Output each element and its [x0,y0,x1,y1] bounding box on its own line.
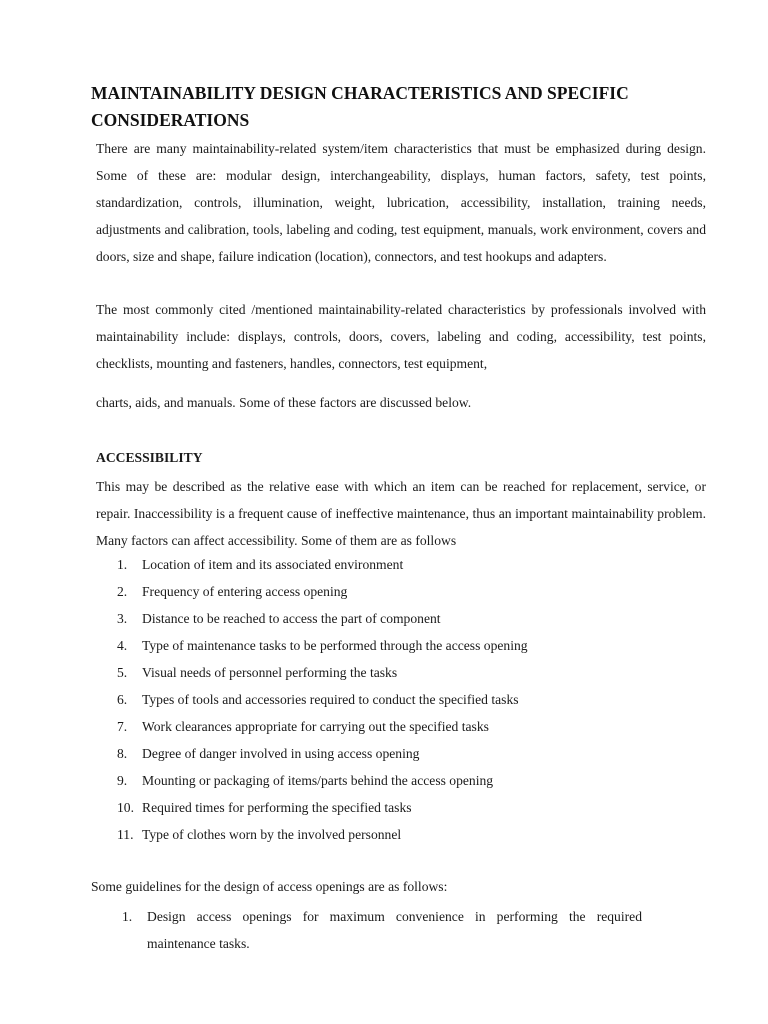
accessibility-heading: ACCESSIBILITY [96,450,203,465]
list-item-text: Types of tools and accessories required to conduct the specified tasks [142,692,519,707]
intro-paragraph-2-end: charts, aids, and manuals. Some of these factors are discussed below. [96,395,472,410]
intro-paragraph-2: The most commonly cited /mentioned maintainability-related characteristics by professionals involved with maintainability include: displays, controls, doors, covers, labeling and coding, accessibility, test points, checklists, mounting and fasteners, handles, connectors, test equipment, [96,302,706,371]
list-item-text: Location of item and its associated environment [142,557,404,572]
list-item-number: 8. [117,746,128,761]
list-item-text: Design access openings for maximum convenience in performing the required maintenance tasks. [147,909,642,951]
list-item-text: Visual needs of personnel performing the tasks [142,665,398,680]
list-item-number: 6. [117,692,128,707]
list-item [117,716,528,743]
list-item [117,635,528,662]
list-item [117,689,528,716]
list-item-text: Degree of danger involved in using access opening [142,746,420,761]
intro-paragraph-1: There are many maintainability-related system/item characteristics that must be emphasized during design. Some of these are: modular design, interchangeability, displays, human factors, safety, test points, standardization, controls, illumination, weight, lubrication, accessibility, installation, training needs, adjustments and calibration, tools, labeling and coding, test equipment, manuals, work environment, covers and doors, size and shape, failure indication (location), connectors, and test hookups and adapters. [96,141,706,264]
list-item [117,662,528,689]
list-item [117,608,528,635]
guidelines-list [122,903,642,957]
list-item-number: 3. [117,611,128,626]
list-item-number: 11. [117,827,134,842]
list-item-number: 10. [117,800,134,815]
list-item-number: 4. [117,638,128,653]
list-item [117,554,528,581]
list-item-number: 1. [117,557,128,572]
list-item-text: Required times for performing the specified tasks [142,800,412,815]
list-item-text: Work clearances appropriate for carrying out the specified tasks [142,719,489,734]
accessibility-factors-list [117,554,528,851]
list-item [117,581,528,608]
list-item-number: 9. [117,773,128,788]
list-item-text: Distance to be reached to access the part of component [142,611,441,626]
list-item [122,903,642,957]
page-title: MAINTAINABILITY DESIGN CHARACTERISTICS AND SPECIFIC CONSIDERATIONS [91,83,629,130]
list-item-number: 7. [117,719,128,734]
list-item-text: Mounting or packaging of items/parts behind the access opening [142,773,494,788]
list-item-number: 1. [122,909,133,924]
list-item-number: 2. [117,584,128,599]
list-item [117,743,528,770]
list-item [117,824,528,851]
list-item-text: Type of clothes worn by the involved personnel [142,827,402,842]
list-item [117,797,528,824]
list-item-number: 5. [117,665,128,680]
guidelines-intro: Some guidelines for the design of access openings are as follows: [91,879,448,894]
list-item-text: Type of maintenance tasks to be performed through the access opening [142,638,528,653]
list-item-text: Frequency of entering access opening [142,584,348,599]
list-item [117,770,528,797]
accessibility-paragraph: This may be described as the relative ease with which an item can be reached for replacement, service, or repair. Inaccessibility is a frequent cause of ineffective maintenance, thus an important maintainability problem. Many factors can affect accessibility. Some of them are as follows [96,479,706,548]
